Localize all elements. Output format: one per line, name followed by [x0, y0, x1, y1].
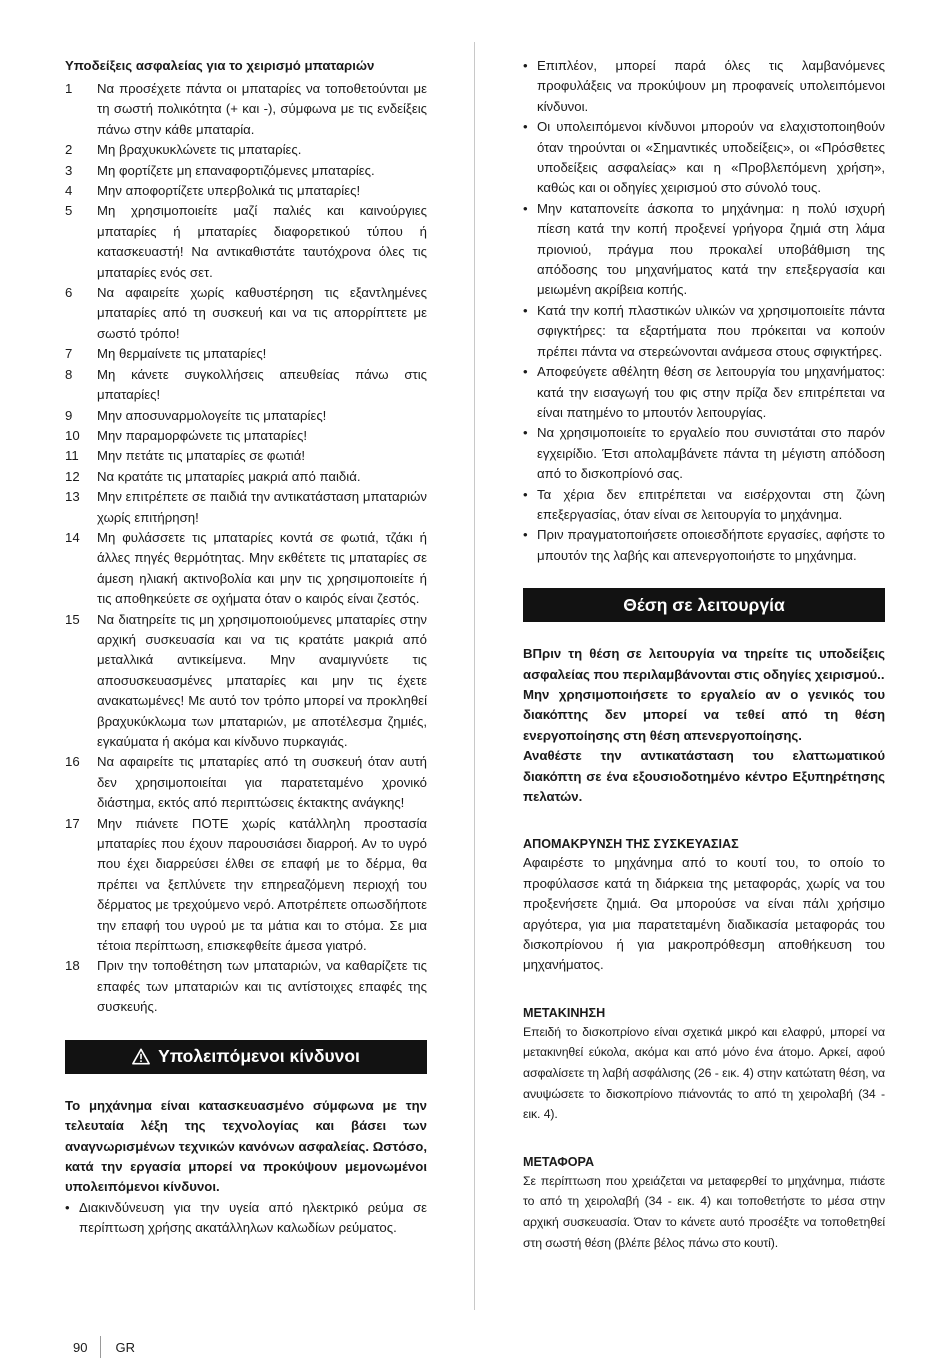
item-text: Πριν πραγματοποιήσετε οποιεσδήποτε εργασίες, αφήστε το μπουτόν της λαβής και απενεργοποιήστε το μηχάνημα.: [537, 527, 885, 563]
list-item: [65, 610, 427, 753]
list-item: [65, 365, 427, 406]
item-text: Μη κάνετε συγκολλήσεις απευθείας πάνω στις μπαταρίες!: [97, 366, 427, 403]
item-text: Μη χρησιμοποιείτε μαζί παλιές και καινούργιες μπαταρίες ή μπαταρίες διαφορετικού τύπου ή κατασκευαστή! Να αντικαθιστάτε ταυτόχρονα όλες τις μπαταρίες ενός σετ.: [97, 203, 427, 280]
list-item: [65, 467, 427, 487]
item-text: Μην πιάνετε ΠΟΤΕ χωρίς κατάλληλη προστασία μπαταρίες που έχουν παρουσιάσει διαρροή. Αν το υγρό που έχει διαρρεύσει έλθει σε επαφή με το δέρμα, θα πρέπει να ξεπλύνετε την επηρεαζόμενη περιοχή του δέρματος με τρεχούμενο νερό. Αποτρέπετε οπωσδήποτε την επαφή του υγρού με τα μάτια και το στόμα. Σε μια τέτοια περίπτωση, επισκεφθείτε άμεσα γιατρό.: [97, 815, 427, 954]
item-text: Μην παραμορφώνετε τις μπαταρίες!: [97, 427, 308, 443]
item-text: Κατά την κοπή πλαστικών υλικών να χρησιμοποιείτε πάντα σφιγκτήρες: τα εξαρτήματα που πρόκειται να κοπούν πρέπει πάντα να στερεώνονται ανάμεσα στους σφιγκτήρες.: [537, 302, 885, 359]
list-item: [523, 485, 885, 526]
item-text: Να κρατάτε τις μπαταρίες μακριά από παιδιά.: [97, 468, 361, 484]
list-item: [65, 161, 427, 181]
item-number: 2: [65, 142, 73, 158]
bullet-icon: •: [523, 200, 528, 216]
bullet-icon: •: [523, 486, 528, 502]
item-text: Μη θερμαίνετε τις μπαταρίες!: [97, 346, 267, 362]
item-number: 12: [65, 468, 80, 484]
list-item: [65, 752, 427, 813]
battery-safety-list: [65, 79, 427, 1018]
list-item: [523, 362, 885, 423]
residual-risks-intro: Το μηχάνημα είναι κατασκευασμένο σύμφωνα με την τελευταία λέξη της τεχνολογίας και βάσει των αναγνωρισμένων τεχνικών κανόνων ασφαλείας. Ωστόσο, κατά την εργασία μπορεί να προκύψουν μεμονωμένοι υπολειπόμενοι κίνδυνοι.: [65, 1097, 427, 1195]
transport-heading: ΜΕΤΑΦΟΡΑ: [523, 1154, 595, 1169]
item-text: Να χρησιμοποιείτε το εργαλείο που συνιστάται στο παρόν εγχειρίδιο. Έτσι απολαμβάνετε πάντα τη μέγιστη απόδοση από το δισκοπρίονό σας.: [537, 425, 885, 482]
item-text: Τα χέρια δεν επιτρέπεται να εισέρχονται στη ζώνη επεξεργασίας, όταν είναι σε λειτουργία το μηχάνημα.: [537, 486, 885, 522]
footer-separator: [100, 1336, 101, 1358]
battery-safety-title: Υποδείξεις ασφαλείας για το χειρισμό μπαταριών: [65, 58, 375, 73]
item-number: 10: [65, 427, 80, 443]
bullet-icon: •: [523, 119, 528, 135]
item-text: Να αφαιρείτε τις μπαταρίες από τη συσκευή όταν αυτή δεν χρησιμοποιείται για παρατεταμένο χρονικό διάστημα, εκτός από περιπτώσεις έκτακτης ανάγκης!: [97, 754, 427, 811]
residual-risks-list: [65, 1198, 427, 1239]
item-text: Διακινδύνευση για την υγεία από ηλεκτρικό ρεύμα σε περίπτωση χρήσης ακατάλληλων καλωδίων ρεύματος.: [79, 1199, 427, 1236]
list-item: [65, 1198, 427, 1239]
item-number: 17: [65, 815, 80, 831]
column-divider: [474, 42, 475, 1310]
item-number: 3: [65, 162, 73, 178]
list-item: [65, 814, 427, 957]
item-number: 9: [65, 407, 73, 423]
item-number: 18: [65, 958, 80, 974]
item-text: Επιπλέον, μπορεί παρά όλες τις λαμβανόμενες προφυλάξεις να προκύψουν μη προφανείς υπολειπόμενοι κίνδυνοι.: [537, 58, 885, 114]
item-text: Μην καταπονείτε άσκοπα το μηχάνημα: η πολύ ισχυρή πίεση κατά την κοπή προξενεί γρήγορα ζημιά στη λάμα πριονιού, πράγμα που προκαλεί υποβάθμιση της απόδοσης του μηχανήματος κατά την επεξεργασία και μειωμένη ακρίβεια κοπής.: [537, 200, 885, 298]
list-item: [65, 140, 427, 160]
item-number: 14: [65, 529, 80, 545]
item-text: Να προσέχετε πάντα οι μπαταρίες να τοποθετούνται με τη σωστή πολικότητα (+ και -), σύμφωνα με τις ενδείξεις πάνω στην κάθε μπαταρία.: [97, 81, 427, 137]
item-text: Μην αποσυναρμολογείτε τις μπαταρίες!: [97, 407, 327, 423]
page-number: 90: [73, 1339, 88, 1355]
warning-icon: [132, 1048, 150, 1065]
residual-risks-banner: [65, 1040, 427, 1074]
residual-risks-title: Υπολειπόμενοι κίνδυνοι: [158, 1046, 360, 1067]
item-text: Να διατηρείτε τις μη χρησιμοποιούμενες μπαταρίες στην αρχική συσκευασία και να τις κρατάτε μακριά από μεταλλικά αντικείμενα. Μην αναμιγνύετε τις αποσυσκευασμένες μπαταρίες και μην τις έχετε ανακατωμένες! Με αυτό τον τρόπο μπορεί να προκληθεί βραχυκύκλωμα των μπαταριών, με αποτέλεσμα ζημιές, εγκαύματα ή ακόμα και κίνδυνο πυρκαγιάς.: [97, 611, 427, 749]
page-footer: [73, 1336, 135, 1358]
list-item: [523, 117, 885, 199]
list-item: [523, 301, 885, 362]
unpacking-text: Αφαιρέστε το μηχάνημα από το κουτί του, το οποίο το προφύλασσε κατά τη διάρκεια της μεταφοράς, χωρίς να του προξενήσετε ζημιά. Θα μπορούσε να είναι πάλι χρήσιμο αργότερα, για μια παρατεταμένη διαδικασία μεταφοράς του δισκοπρίονου ή για μακροπρόθεσμη αποθήκευση του μηχανήματος.: [523, 855, 885, 973]
item-text: Να αφαιρείτε χωρίς καθυστέρηση τις εξαντλημένες μπαταρίες από τη συσκευή και να τις απορρίπτετε με σωστό τρόπο!: [97, 285, 427, 341]
item-text: Μην επιτρέπετε σε παιδιά την αντικατάσταση μπαταριών χωρίς επιτήρηση!: [97, 489, 427, 525]
item-text: Μη φορτίζετε μη επαναφορτιζόμενες μπαταρίες.: [97, 162, 375, 178]
item-number: 11: [65, 448, 79, 464]
list-item: [65, 79, 427, 140]
item-text: Μη βραχυκυκλώνετε τις μπαταρίες.: [97, 142, 302, 158]
unpacking-heading: ΑΠΟΜΑΚΡΥΝΣΗ ΤΗΣ ΣΥΣΚΕΥΑΣΙΑΣ: [523, 837, 739, 852]
item-text: Μην αποφορτίζετε υπερβολικά τις μπαταρίες!: [97, 183, 361, 199]
item-text: Μη φυλάσσετε τις μπαταρίες κοντά σε φωτιά, τζάκι ή άλλες πηγές θερμότητας. Μην εκθέτετε τις μπαταρίες σε άμεση ηλιακή ακτινοβολία και μην τις χρησιμοποιείτε ή τις αποθηκεύετε σε οχήματα όταν ο καιρός είναι ζεστός.: [97, 529, 427, 607]
item-number: 4: [65, 183, 73, 199]
start-operation-title: Θέση σε λειτουργία: [623, 594, 785, 615]
transport-text: Σε περίπτωση που χρειάζεται να μεταφερθεί το μηχάνημα, πιάστε το από τη χειρολαβή (34 - εικ. 4) και τοποθετήστε το μέσα στην αρχική συσκευασία. Όταν το κάνετε αυτό προσέξτε να τοποθετηθεί στη σωστή θέση (βλέπε βέλος πάνω στο κουτί).: [523, 1173, 885, 1250]
list-item: [523, 423, 885, 484]
list-item: [65, 344, 427, 364]
bullet-icon: •: [523, 425, 528, 441]
bullet-icon: •: [523, 364, 528, 380]
residual-risks-list-continued: [523, 56, 885, 566]
start-operation-paragraph: Αναθέστε την αντικατάσταση του ελαττωματικού διακόπτη σε ένα εξουσιοδοτημένο κέντρο Εξυπηρέτησης πελατών.: [523, 748, 885, 804]
item-text: Πριν την τοποθέτηση των μπαταριών, να καθαρίζετε τις επαφές των μπαταριών και τις αντίστοιχες επαφές της συσκευής.: [97, 958, 427, 1015]
start-operation-paragraph: Μην χρησιμοποιήσετε το εργαλείο αν ο γενικός του διακόπτης δεν μπορεί να τεθεί από τη θέση ενεργοποίησης στη θέση απενεργοποίησης.: [523, 686, 885, 743]
list-item: [523, 56, 885, 117]
moving-text: Επειδή το δισκοπρίονο είναι σχετικά μικρό και ελαφρύ, μπορεί να μετακινηθεί εύκολα, ακόμα και από μόνο ένα άτομο. Αρκεί, αφού ασφαλίσετε τη λαβή ασφάλισης (26 - εικ. 4) στην κατώτατη θέση, να ανυψώσετε το δισκοπρίονο πιάνοντάς το από τη χειρολαβή (34 - εικ. 4).: [523, 1024, 885, 1122]
list-item: [65, 956, 427, 1017]
item-number: 7: [65, 346, 73, 362]
moving-heading: ΜΕΤΑΚΙΝΗΣΗ: [523, 1005, 606, 1020]
bullet-icon: •: [523, 527, 528, 543]
item-number: 16: [65, 754, 80, 770]
start-operation-banner: [523, 588, 885, 622]
right-column: [523, 56, 885, 1253]
list-item: [65, 406, 427, 426]
list-item: [65, 446, 427, 466]
list-item: [65, 283, 427, 344]
bullet-icon: •: [65, 1199, 70, 1215]
list-item: [65, 181, 427, 201]
start-operation-text: [523, 644, 885, 807]
bullet-icon: •: [523, 302, 528, 318]
item-number: 8: [65, 366, 73, 382]
item-text: Οι υπολειπόμενοι κίνδυνοι μπορούν να ελαχιστοποιηθούν όταν τηρούνται οι «Σημαντικές υποδείξεις», οι «Πρόσθετες υποδείξεις ασφαλείας» και η «Προβλεπόμενη χρήση», καθώς και οι οδηγίες χειρισμού στο σύνολό τους.: [537, 119, 885, 196]
item-number: 6: [65, 285, 73, 301]
bullet-icon: •: [523, 58, 528, 73]
list-item: [65, 426, 427, 446]
list-item: [65, 528, 427, 610]
item-text: Αποφεύγετε αθέλητη θέση σε λειτουργία του μηχανήματος: κατά την εισαγωγή του φις στην πρίζα δεν επιτρέπεται να είναι πατημένο το μπουτόν λειτουργίας.: [537, 364, 885, 420]
item-number: 5: [65, 203, 73, 219]
item-number: 15: [65, 611, 80, 627]
list-item: [65, 201, 427, 283]
item-text: Μην πετάτε τις μπαταρίες σε φωτιά!: [97, 448, 305, 464]
list-item: [65, 487, 427, 528]
item-number: 13: [65, 489, 80, 505]
left-column: [65, 56, 427, 1239]
item-number: 1: [65, 81, 73, 96]
start-operation-paragraph: ΒΠριν τη θέση σε λειτουργία να τηρείτε τις υποδείξεις ασφαλείας που περιλαμβάνονται στις οδηγίες χειρισμού..: [523, 646, 885, 682]
list-item: [523, 525, 885, 566]
language-code: GR: [115, 1339, 135, 1355]
list-item: [523, 199, 885, 301]
